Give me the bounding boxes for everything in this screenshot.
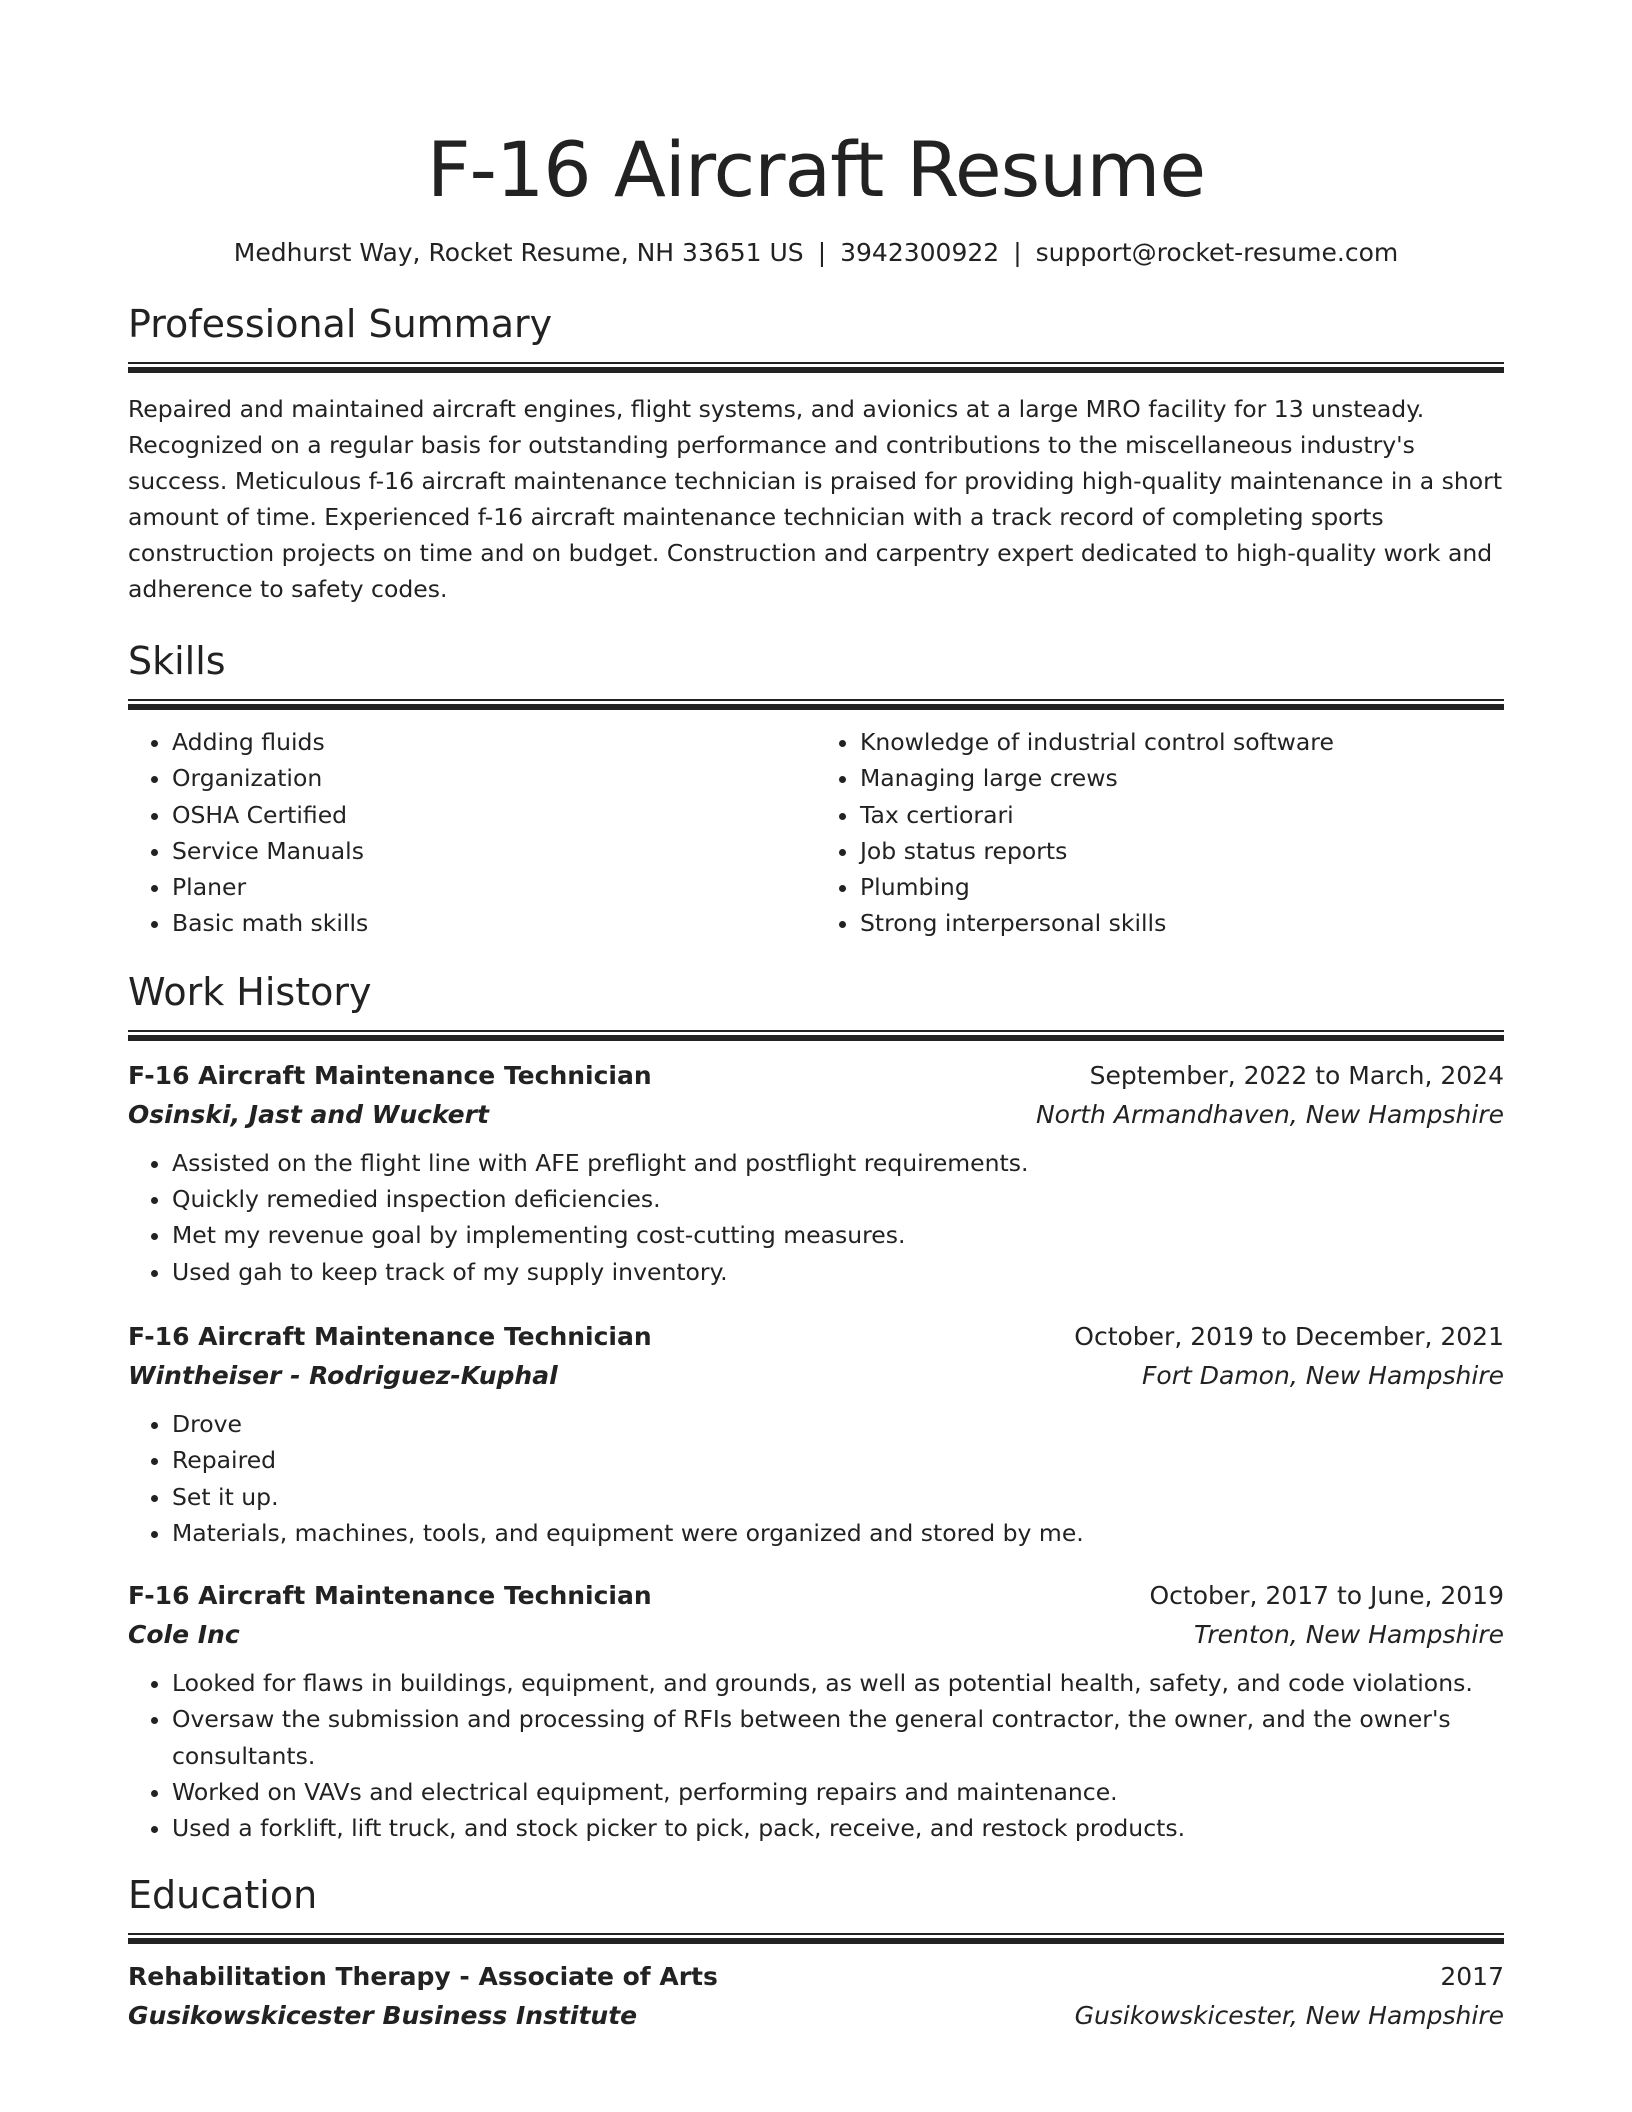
- resume-page: [128, 0, 1504, 2036]
- education-year: 2017: [1440, 1961, 1504, 1991]
- summary-section: [128, 300, 1504, 607]
- skill-item: • Plumbing: [860, 869, 1504, 905]
- job-bullet: • Oversaw the submission and processing of RFIs between the general contractor, the owner, and the owner's consultants.: [172, 1701, 1504, 1774]
- skill-item: • OSHA Certified: [172, 797, 816, 833]
- summary-text: Repaired and maintained aircraft engines, flight systems, and avionics at a large MRO facility for 13 unsteady. Recognized on a regular basis for outstanding performance and contributions to the miscellaneous industry's success. Meticulous f-16 aircraft maintenance technician is praised for providing high-quality maintenance in a short amount of time. Experienced f-16 aircraft maintenance technician with a track record of completing sports construction projects on time and on budget. Construction and carpentry expert dedicated to high-quality work and adherence to safety codes.: [128, 395, 1503, 603]
- education-degree: Rehabilitation Therapy - Associate of Arts: [128, 1961, 718, 1991]
- job-bullet: • Looked for flaws in buildings, equipment, and grounds, as well as potential health, safety, and code violations.: [172, 1665, 1504, 1701]
- job-bullets: [128, 1406, 1504, 1551]
- job-header: [128, 1318, 1504, 1356]
- job-subheader: [128, 1615, 1504, 1655]
- job-dates: October, 2019 to December, 2021: [1074, 1321, 1504, 1351]
- section-divider: [128, 699, 1504, 710]
- contact-address: Medhurst Way, Rocket Resume, NH 33651 US: [233, 238, 804, 267]
- work-history-section: [128, 968, 1504, 1847]
- section-divider: [128, 1030, 1504, 1041]
- education-school: Gusikowskicester Business Institute: [128, 2000, 638, 2030]
- job-dates: October, 2017 to June, 2019: [1149, 1581, 1504, 1611]
- job-company: Osinski, Jast and Wuckert: [128, 1099, 489, 1129]
- job-bullet: • Drove: [172, 1406, 1504, 1442]
- skills-list-right: [816, 724, 1504, 942]
- job-dates: September, 2022 to March, 2024: [1089, 1060, 1504, 1090]
- education-header: [128, 1958, 1504, 1996]
- job-title: F-16 Aircraft Maintenance Technician: [128, 1581, 652, 1611]
- job-location: Fort Damon, New Hampshire: [1142, 1360, 1504, 1390]
- skill-item: • Knowledge of industrial control software: [860, 724, 1504, 760]
- skill-item: • Basic math skills: [172, 905, 816, 941]
- skills-heading: Skills: [128, 639, 226, 683]
- job-bullet: • Assisted on the flight line with AFE preflight and postflight requirements.: [172, 1145, 1504, 1181]
- skill-item: • Service Manuals: [172, 833, 816, 869]
- education-subheader: [128, 1996, 1504, 2036]
- section-divider: [128, 362, 1504, 373]
- job-subheader: [128, 1095, 1504, 1135]
- work-history-heading: Work History: [128, 969, 372, 1014]
- education-location: Gusikowskicester, New Hampshire: [1074, 2000, 1504, 2030]
- job-entry: [128, 1577, 1504, 1846]
- job-bullet: • Worked on VAVs and electrical equipment, performing repairs and maintenance.: [172, 1774, 1504, 1810]
- resume-title: F-16 Aircraft Resume: [426, 125, 1206, 214]
- contact-separator: |: [1013, 238, 1022, 267]
- job-bullet: • Repaired: [172, 1442, 1504, 1478]
- skills-columns: [128, 724, 1504, 942]
- skill-item: • Planer: [172, 869, 816, 905]
- contact-separator: |: [817, 238, 827, 267]
- skill-item: • Job status reports: [860, 833, 1504, 869]
- job-company: Cole Inc: [128, 1620, 240, 1650]
- job-location: North Armandhaven, New Hampshire: [1035, 1099, 1504, 1129]
- job-bullet: • Set it up.: [172, 1479, 1504, 1515]
- job-bullet: • Met my revenue goal by implementing cost-cutting measures.: [172, 1217, 1504, 1253]
- skill-item: • Adding fluids: [172, 724, 816, 760]
- job-title: F-16 Aircraft Maintenance Technician: [128, 1321, 652, 1351]
- education-section: [128, 1871, 1504, 2036]
- section-divider: [128, 1933, 1504, 1944]
- job-bullet: • Quickly remedied inspection deficiencies.: [172, 1181, 1504, 1217]
- job-location: Trenton, New Hampshire: [1194, 1620, 1504, 1650]
- job-bullets: [128, 1145, 1504, 1290]
- job-company: Wintheiser - Rodriguez-Kuphal: [128, 1360, 558, 1390]
- contact-email[interactable]: support@rocket-resume.com: [1035, 238, 1399, 267]
- contact-phone: 3942300922: [840, 238, 1000, 267]
- job-entry: [128, 1318, 1504, 1551]
- job-bullets: [128, 1665, 1504, 1846]
- skill-item: • Organization: [172, 760, 816, 796]
- job-header: [128, 1057, 1504, 1095]
- education-entry: [128, 1958, 1504, 2036]
- skills-list-left: [128, 724, 816, 942]
- skill-item: • Strong interpersonal skills: [860, 905, 1504, 941]
- job-header: [128, 1577, 1504, 1615]
- job-bullet: • Used a forklift, lift truck, and stock picker to pick, pack, receive, and restock products.: [172, 1810, 1504, 1846]
- job-subheader: [128, 1356, 1504, 1396]
- education-heading: Education: [128, 1872, 318, 1917]
- skill-item: • Managing large crews: [860, 760, 1504, 796]
- contact-line: [128, 236, 1504, 270]
- skill-item: • Tax certiorari: [860, 797, 1504, 833]
- summary-heading: Professional Summary: [128, 302, 553, 346]
- job-title: F-16 Aircraft Maintenance Technician: [128, 1060, 652, 1090]
- skills-section: [128, 637, 1504, 942]
- job-bullet: • Materials, machines, tools, and equipment were organized and stored by me.: [172, 1515, 1504, 1551]
- job-bullet: • Used gah to keep track of my supply inventory.: [172, 1254, 1504, 1290]
- job-entry: [128, 1057, 1504, 1290]
